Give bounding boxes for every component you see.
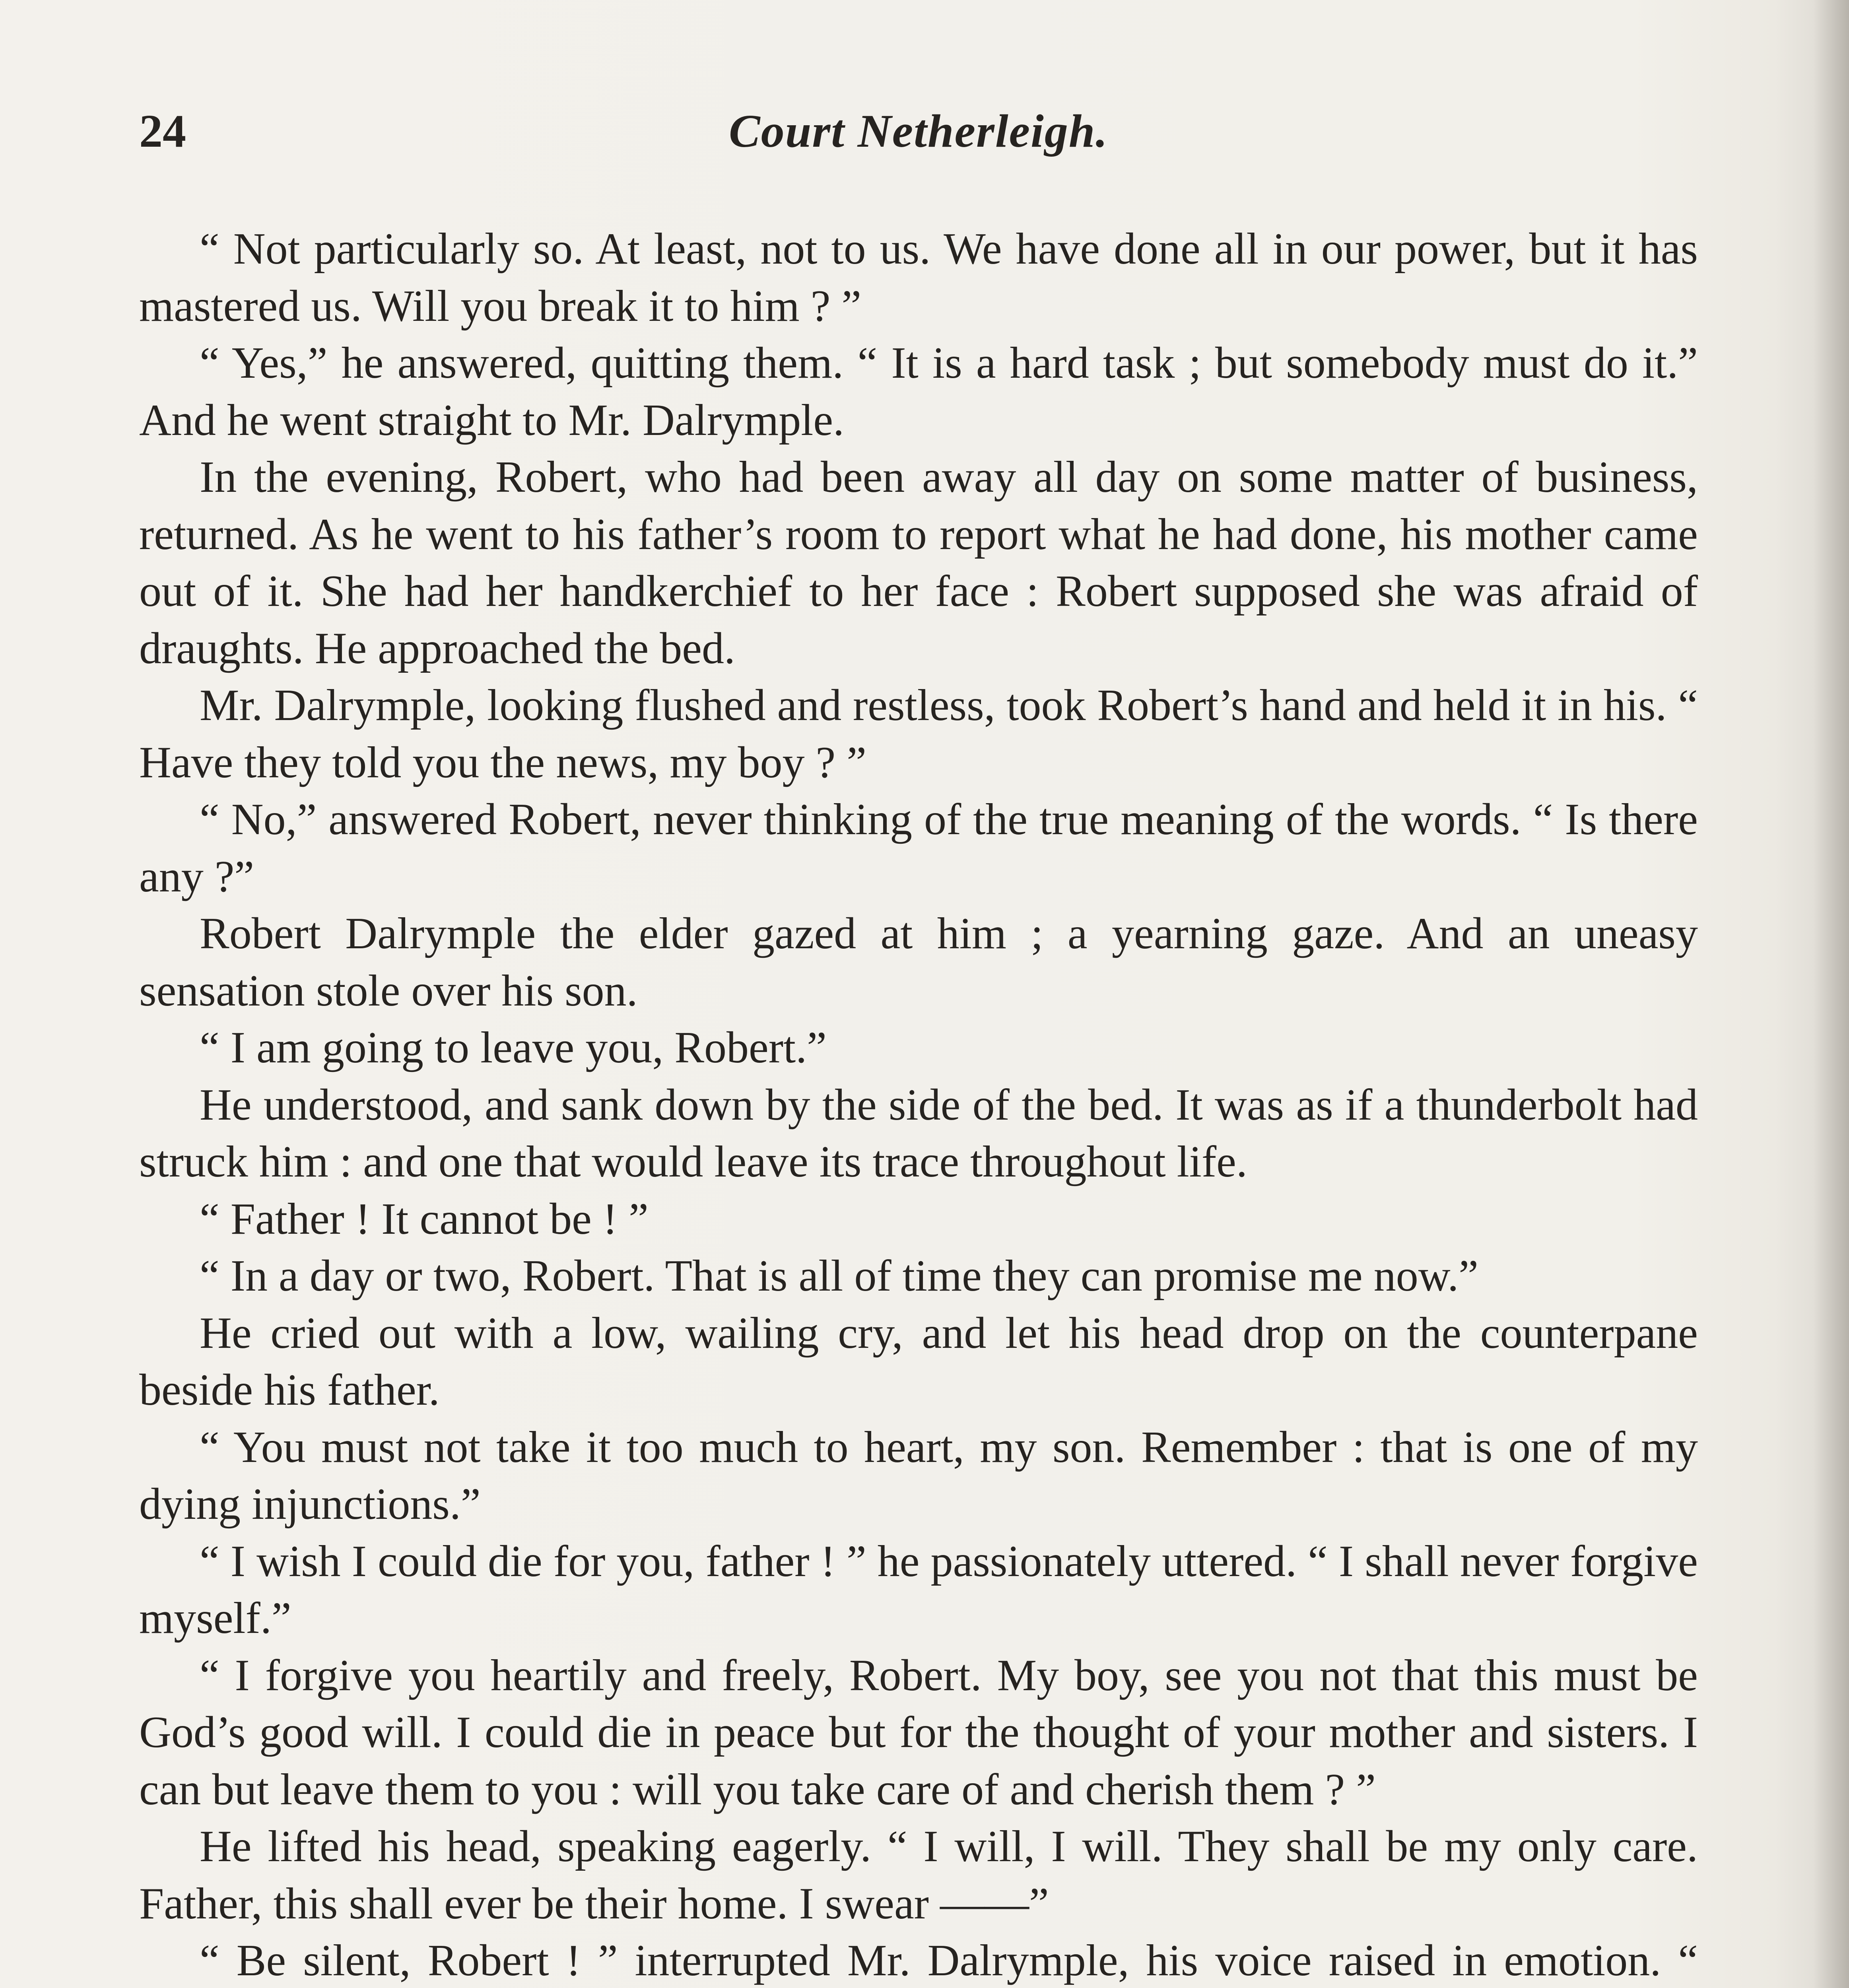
paragraph: He understood, and sank down by the side of the bed. It was as if a thunderbolt had struck him : and one that would leave its trace throughout life.: [139, 1080, 1698, 1186]
page-spine-shadow: [1813, 0, 1849, 1988]
page-header: [139, 99, 1698, 163]
paragraph-oath: [139, 1932, 1698, 1988]
paragraph: “ Not particularly so. At least, not to us. We have done all in our power, but it has mastered us. Will you break it to him ? ”: [139, 224, 1698, 331]
page-number: 24: [139, 105, 186, 157]
paragraph: “ In a day or two, Robert. That is all of time they can promise me now.”: [200, 1251, 1479, 1301]
running-title: Court Netherleigh.: [729, 105, 1108, 157]
body-text: [139, 221, 1698, 1988]
paragraph: He cried out with a low, wailing cry, and let his head drop on the counterpane beside his father.: [139, 1308, 1698, 1415]
paragraph-text: “ Be silent, Robert ! ” interrupted Mr. Dalrymple, his voice raised in emotion. “: [200, 1936, 1698, 1985]
paragraph: “ Father ! It cannot be ! ”: [200, 1194, 649, 1244]
paragraph: “ I forgive you heartily and freely, Robert. My boy, see you not that this must be God’s good will. I could die in peace but for the thought of your mother and sisters. I can but leave them to you : will you take care of and cherish them ? ”: [139, 1650, 1698, 1814]
paragraph: “ No,” answered Robert, never thinking of the true meaning of the words. “ Is there any ?”: [139, 795, 1698, 901]
paragraph: He lifted his head, speaking eagerly. “ I will, I will. They shall be my only care. Father, this shall ever be their home. I swear ——”: [139, 1822, 1698, 1928]
paragraph: “ Yes,” he answered, quitting them. “ It is a hard task ; but somebody must do it.” And he went straight to Mr. Dalrymple.: [139, 338, 1698, 445]
paragraph: Robert Dalrymple the elder gazed at him ; a yearning gaze. And an uneasy sensation stole over his son.: [139, 909, 1698, 1015]
paragraph: “ I am going to leave you, Robert.”: [200, 1023, 827, 1072]
paragraph: “ I wish I could die for you, father ! ” he passionately uttered. “ I shall never forgive myself.”: [139, 1536, 1698, 1643]
paragraph: Mr. Dalrymple, looking flushed and restless, took Robert’s hand and held it in his. “ Have they told you the news, my boy ? ”: [139, 681, 1698, 787]
paragraph: In the evening, Robert, who had been away all day on some matter of business, returned. As he went to his father’s room to report what he had done, his mother came out of it. She had her handkerchief to her face : Robert supposed she was afraid of draughts. He approached the bed.: [139, 452, 1698, 673]
paragraph: “ You must not take it too much to heart, my son. Remember : that is one of my dying injunctions.”: [139, 1422, 1698, 1529]
